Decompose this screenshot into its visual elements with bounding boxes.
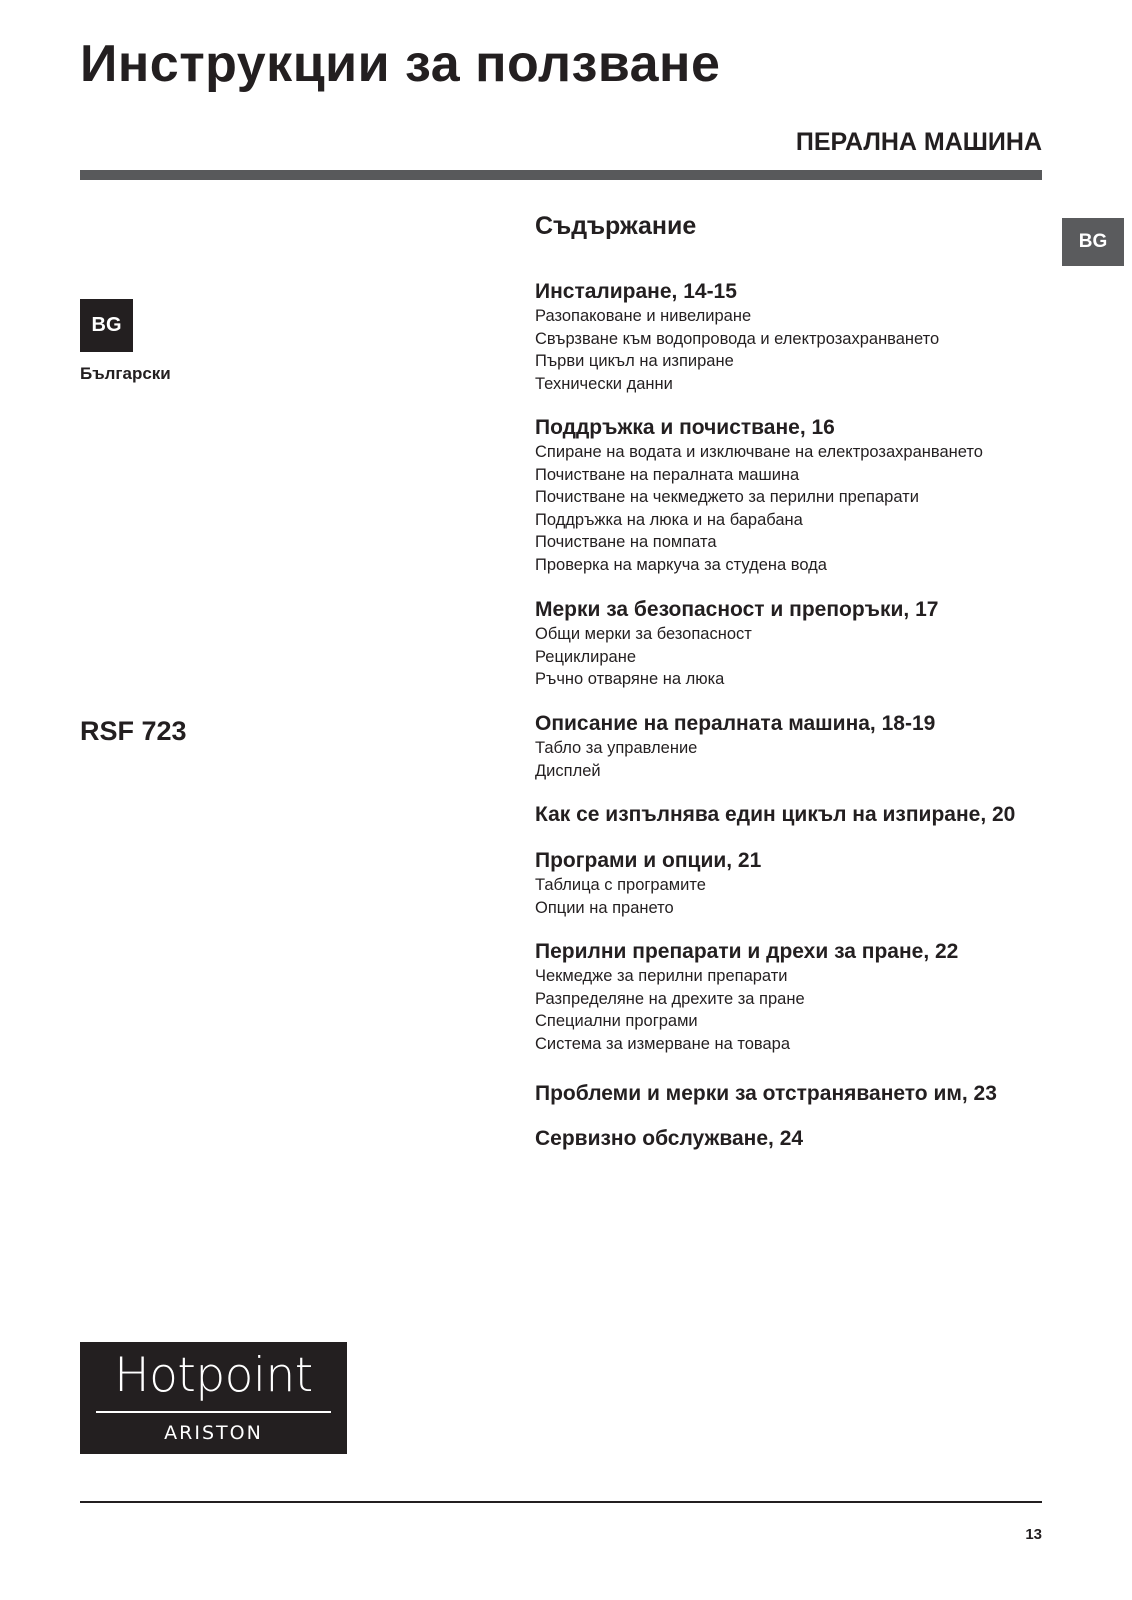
toc-section: [535, 802, 1015, 828]
toc-item: Почистване на пералната машина: [535, 465, 800, 484]
toc-item: Разопаковане и нивелиране: [535, 307, 752, 325]
toc-section-title: Мерки за безопасност и препоръки, 17: [535, 598, 939, 621]
model-number: RSF 723: [80, 716, 187, 746]
toc-item: Ръчно отваряне на люка: [535, 670, 725, 689]
page-number: 13: [1025, 1526, 1042, 1543]
language-side-tab: BG: [1062, 218, 1124, 266]
toc-item: Спиране на водата и изключване на електрозахранването: [535, 443, 983, 461]
toc-item: Табло за управление: [535, 739, 698, 757]
toc-section: [535, 279, 939, 395]
toc-item: Опции на прането: [535, 898, 674, 917]
toc-item: Рециклиране: [535, 647, 637, 666]
toc-item: Технически данни: [535, 374, 673, 393]
toc-heading: Съдържание: [535, 212, 697, 240]
header-divider: [80, 170, 1042, 180]
toc-item: Таблица с програмите: [535, 876, 706, 894]
document-title: Инструкции за ползване: [80, 35, 721, 93]
toc-item: Система за измерване на товара: [535, 1034, 791, 1053]
toc-item: Първи цикъл на изпиране: [535, 352, 734, 371]
toc-item: Дисплей: [535, 761, 601, 780]
toc-item: Поддръжка на люка и на барабана: [535, 510, 803, 529]
toc-section: [535, 848, 761, 919]
toc-section-title: Програми и опции, 21: [535, 849, 762, 872]
toc-section: [535, 1126, 803, 1152]
toc-item: Общи мерки за безопасност: [535, 625, 752, 643]
toc-section-title: Сервизно обслужване, 24: [535, 1127, 804, 1150]
toc-section-title: Проблеми и мерки за отстраняването им, 23: [535, 1082, 997, 1105]
toc-item: Свързване към водопровода и електрозахранването: [535, 329, 940, 348]
toc-item: Проверка на маркуча за студена вода: [535, 555, 827, 574]
toc-section-title: Перилни препарати и дрехи за пране, 22: [535, 940, 959, 963]
toc-section: [535, 597, 938, 691]
logo-divider: [96, 1411, 331, 1413]
logo-subtitle: ARISTON: [164, 1422, 263, 1444]
hotpoint-ariston-logo: [80, 1342, 347, 1454]
toc-item: Специални програми: [535, 1012, 698, 1031]
toc-item: Разпределяне на дрехите за пране: [535, 989, 805, 1008]
footer-divider: [80, 1501, 1042, 1503]
toc-section: [535, 711, 935, 782]
toc-section-title: Поддръжка и почистване, 16: [535, 416, 835, 439]
toc-section: [535, 415, 983, 577]
toc-item: Почистване на чекмеджето за перилни препарати: [535, 488, 919, 507]
product-type-heading: ПЕРАЛНА МАШИНА: [795, 128, 1042, 156]
toc-item: Чекмедже за перилни препарати: [535, 967, 788, 985]
toc-section: [535, 939, 958, 1055]
toc-item: Почистване на помпата: [535, 533, 717, 552]
toc-section: [535, 1081, 997, 1107]
language-name: Български: [80, 364, 171, 383]
language-badge: BG: [80, 299, 133, 352]
toc-section-title: Описание на пералната машина, 18-19: [535, 712, 936, 735]
toc-section-title: Инсталиране, 14-15: [535, 280, 737, 303]
logo-wordmark: Hotpoint: [114, 1348, 313, 1403]
toc-section-title: Как се изпълнява един цикъл на изпиране, 20: [535, 803, 1016, 826]
